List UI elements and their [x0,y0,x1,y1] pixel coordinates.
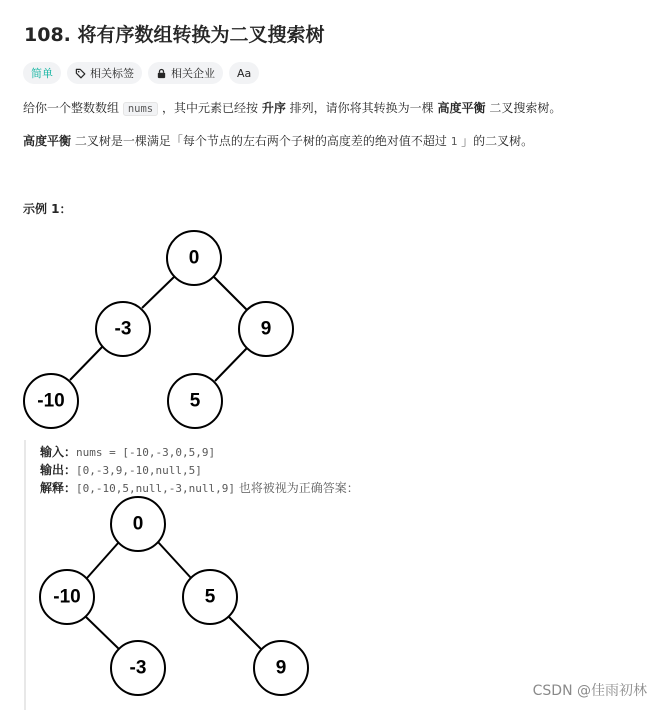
watermark: CSDN @佳雨初林 [532,683,647,699]
tree-node-label: 5 [204,586,216,608]
tree-node-label: -10 [53,586,81,608]
related-tags-label: 相关标签 [90,67,134,80]
tree-node [40,570,94,624]
output-value: [0,-3,9,-10,null,5] [76,464,202,477]
tree-node-label: -3 [129,657,147,679]
desc-text: ，其中元素已经按 [161,101,258,115]
tree-node-label: 5 [189,390,201,412]
desc-text: 排列，请你将其转换为一棵 [289,101,434,115]
tree-node [254,641,308,695]
tree-edge [158,542,191,578]
tree-node-label: -3 [114,318,132,340]
tree-node [111,497,165,551]
explain-text: 也将被视为正确答案： [238,481,359,495]
tree-edge [86,617,120,650]
problem-title: 108. 将有序数组转换为二叉搜索树 [24,24,325,46]
desc-text: 二叉树是一棵满足「每个节点的左右两个子树的高度差的绝对值不超过 [74,134,447,148]
input-label: 输入： [40,445,77,459]
tree-edge [229,617,262,650]
tree-node [183,570,237,624]
desc-bold-height-balanced: 高度平衡 [23,134,72,148]
tree-node-label: 0 [188,247,200,269]
desc-bold-height-balanced: 高度平衡 [437,101,486,115]
desc-text: 给你一个整数数组 [23,101,120,115]
tree-node-label: -10 [37,390,65,412]
tree-node-label: 0 [132,513,144,535]
output-label: 输出： [40,463,77,477]
tree-node-label: 9 [260,318,272,340]
inline-code-one: 1 [450,135,458,148]
difficulty-label: 简单 [31,67,53,80]
desc-text: 」的二叉树。 [461,134,534,148]
related-companies-label: 相关企业 [171,67,215,80]
font-toggle-label: Aa [237,66,252,80]
desc-bold-ascending: 升序 [261,101,286,115]
desc-text: 二叉搜索树。 [489,101,562,115]
explain-label: 解释： [40,481,77,495]
explain-value: [0,-10,5,null,-3,null,9] [76,482,235,495]
tree-edge [87,542,119,578]
inline-code-nums: nums [123,102,158,116]
tree-node [111,641,165,695]
input-value: nums = [-10,-3,0,5,9] [76,446,216,459]
tree-node-label: 9 [275,657,287,679]
example-1-title: 示例 1： [23,202,72,216]
